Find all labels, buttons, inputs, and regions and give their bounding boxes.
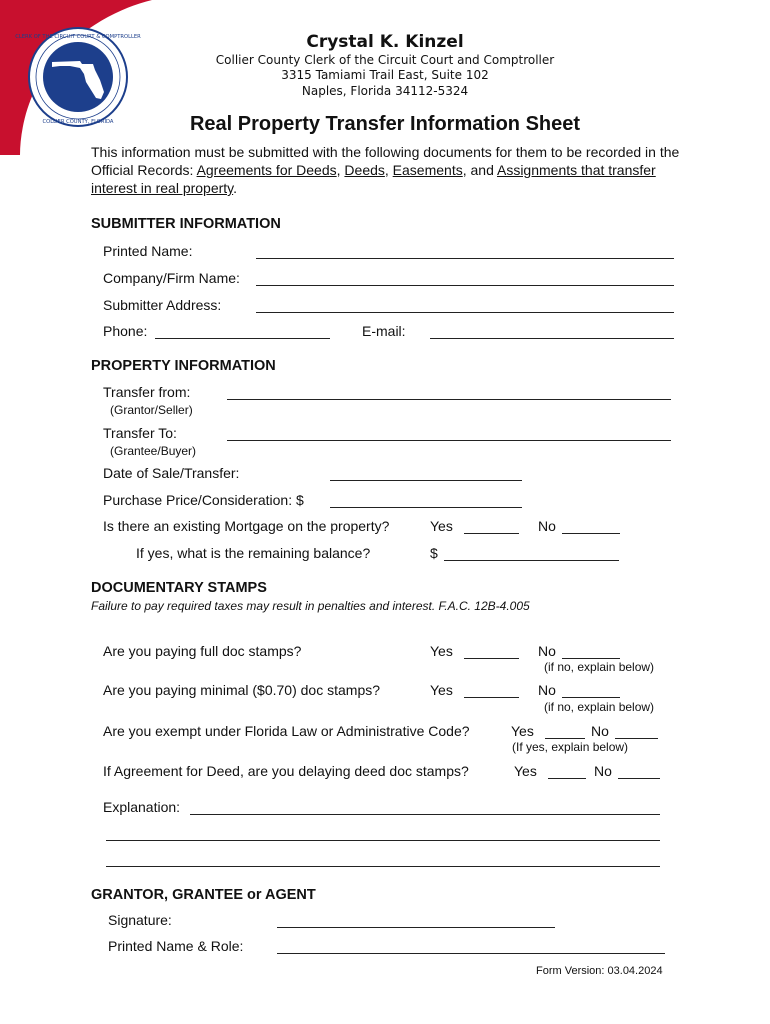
intro-prefix: Official Records: [91,162,197,178]
page-title: Real Property Transfer Information Sheet [189,113,581,135]
minimal-stamps-note: (if no, explain below) [544,700,655,714]
delay-stamps-yes-field[interactable] [548,778,586,779]
property-heading: PROPERTY INFORMATION [91,358,276,374]
stamps-warning: Failure to pay required taxes may result in penalties and interest. F.A.C. 12B-4.005 [91,599,530,613]
grantor-note: (Grantor/Seller) [110,403,193,417]
minimal-stamps-question: Are you paying minimal ($0.70) doc stamps? [103,682,381,698]
explanation-field-2[interactable] [106,840,660,841]
intro-line-3 [91,180,237,196]
mortgage-yes-field[interactable] [464,533,519,534]
full-stamps-yes-label: Yes [430,643,453,659]
intro-end: . [233,180,238,196]
seal-ring-bottom: COLLIER COUNTY, FLORIDA [42,119,114,125]
mortgage-question: Is there an existing Mortgage on the property? [103,518,390,534]
full-stamps-question: Are you paying full doc stamps? [103,643,302,659]
exempt-no-field[interactable] [615,738,658,739]
exempt-note: (If yes, explain below) [512,740,629,754]
intro-line-1: This information must be submitted with the following documents for them to be recorded in the [91,144,680,160]
printed-role-field[interactable] [277,953,665,954]
intro-sep: , and [462,162,497,178]
balance-question: If yes, what is the remaining balance? [136,545,371,561]
grantee-note: (Grantee/Buyer) [110,444,197,458]
balance-field[interactable] [444,560,619,561]
company-field[interactable] [256,285,674,286]
minimal-stamps-yes-field[interactable] [464,697,519,698]
delay-stamps-yes-label: Yes [514,763,537,779]
sale-date-field[interactable] [330,480,522,481]
intro-sep: , [336,162,345,178]
full-stamps-no-field[interactable] [562,658,620,659]
sale-date-label: Date of Sale/Transfer: [103,465,240,481]
transfer-from-label: Transfer from: [103,384,191,400]
transfer-from-field[interactable] [227,399,671,400]
price-field[interactable] [330,507,522,508]
clerk-address-1: 3315 Tamiami Trail East, Suite 102 [281,68,489,82]
intro-line-2 [91,162,656,178]
doc-agreements: Agreements for Deeds [196,162,337,178]
exempt-no-label: No [591,723,609,739]
signature-field[interactable] [277,927,555,928]
explanation-field-1[interactable] [190,814,660,815]
delay-stamps-question: If Agreement for Deed, are you delaying deed doc stamps? [103,763,469,779]
transfer-to-field[interactable] [227,440,671,441]
signer-heading: GRANTOR, GRANTEE or AGENT [91,887,316,903]
minimal-stamps-no-field[interactable] [562,697,620,698]
doc-assignments: Assignments that transfer [496,162,656,178]
doc-deeds: Deeds [344,162,385,178]
company-label: Company/Firm Name: [103,270,240,286]
printed-name-label: Printed Name: [103,243,193,259]
clerk-name: Crystal K. Kinzel [306,32,464,52]
stamps-heading: DOCUMENTARY STAMPS [91,580,267,596]
clerk-address-2: Naples, Florida 34112-5324 [301,84,469,98]
clerk-office: Collier County Clerk of the Circuit Court and Comptroller [215,53,555,67]
printed-name-field[interactable] [256,258,674,259]
submitter-address-label: Submitter Address: [103,297,222,313]
mortgage-yes-label: Yes [430,518,453,534]
balance-dollar: $ [430,545,438,561]
doc-easements: Easements [392,162,463,178]
mortgage-no-field[interactable] [562,533,620,534]
submitter-heading: SUBMITTER INFORMATION [91,216,281,232]
exempt-question: Are you exempt under Florida Law or Administrative Code? [103,723,470,739]
intro-sep: , [384,162,393,178]
full-stamps-yes-field[interactable] [464,658,519,659]
submitter-address-field[interactable] [256,312,674,313]
exempt-yes-field[interactable] [545,738,585,739]
form-version: Form Version: 03.04.2024 [536,965,663,977]
printed-role-label: Printed Name & Role: [108,938,244,954]
full-stamps-note: (if no, explain below) [544,660,655,674]
explanation-field-3[interactable] [106,866,660,867]
price-label: Purchase Price/Consideration: $ [103,492,304,508]
doc-assignments-cont: interest in real property [91,180,234,196]
signature-label: Signature: [108,912,172,928]
delay-stamps-no-field[interactable] [618,778,660,779]
mortgage-no-label: No [538,518,556,534]
explanation-label: Explanation: [103,799,181,815]
exempt-yes-label: Yes [511,723,534,739]
email-label: E-mail: [362,323,406,339]
phone-label: Phone: [103,323,148,339]
seal-ring-top: CLERK OF THE CIRCUIT COURT & COMPTROLLER [15,34,141,40]
email-field[interactable] [430,338,674,339]
minimal-stamps-no-label: No [538,682,556,698]
minimal-stamps-yes-label: Yes [430,682,453,698]
delay-stamps-no-label: No [594,763,612,779]
full-stamps-no-label: No [538,643,556,659]
phone-field[interactable] [155,338,330,339]
transfer-to-label: Transfer To: [103,425,177,441]
